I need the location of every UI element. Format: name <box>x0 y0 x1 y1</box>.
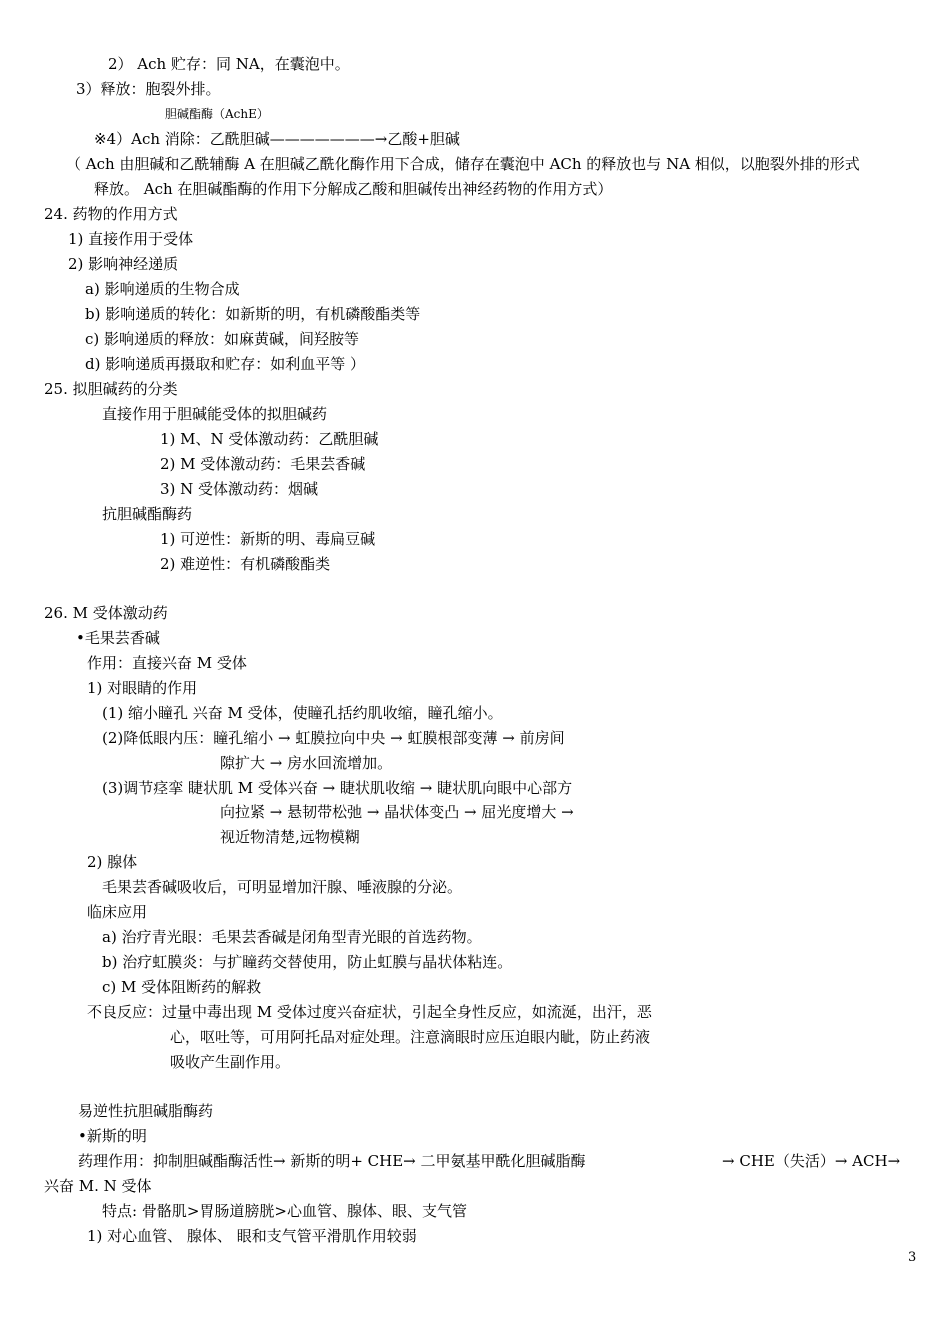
summary-line-2: 释放。 Ach 在胆碱酯酶的作用下分解成乙酸和胆碱传出神经药物的作用方式） <box>94 180 613 198</box>
item-24-1: 1) 直接作用于受体 <box>68 230 194 248</box>
features-line: 特点: 骨骼肌>胃肠道膀胱>心血管、腺体、眼、支气管 <box>102 1202 467 1220</box>
sub-25-direct: 直接作用于胆碱能受体的拟胆碱药 <box>102 405 328 423</box>
drug-neostigmine: •新斯的明 <box>78 1127 147 1145</box>
pharmacology-1b: → CHE（失活）→ ACH→ <box>722 1152 901 1170</box>
adverse-1: 不良反应：过量中毒出现 M 受体过度兴奋症状，引起全身性反应，如流涎，出汗，恶 <box>87 1003 652 1021</box>
storage-line: 2） Ach 贮存：同 NA，在囊泡中。 <box>108 55 350 73</box>
pharmacology-2: 兴奋 M. N 受体 <box>44 1177 152 1195</box>
release-line: 3）释放：胞裂外排。 <box>76 80 221 98</box>
heading-26: 26. M 受体激动药 <box>44 604 168 622</box>
pharmacology-1: 药理作用：抑制胆碱酯酶活性→ 新斯的明+ CHE→ 二甲氨基甲酰化胆碱脂酶 <box>78 1152 586 1170</box>
eye-2a: (2)降低眼内压：瞳孔缩小 → 虹膜拉向中央 → 虹膜根部变薄 → 前房间 <box>102 729 565 747</box>
item-26-1: 1) 对眼睛的作用 <box>87 679 198 697</box>
eye-3b: 向拉紧 → 悬韧带松弛 → 晶状体变凸 → 屈光度增大 → <box>220 803 574 821</box>
eye-2b: 隙扩大 → 房水回流增加。 <box>220 754 393 772</box>
elimination-line: ※4）Ach 消除：乙酰胆碱———————→乙酸+胆碱 <box>94 130 460 148</box>
eye-3a: (3)调节痉挛 睫状肌 M 受体兴奋 → 睫状肌收缩 → 睫状肌向眼中心部方 <box>102 779 573 797</box>
item-24-2: 2) 影响神经递质 <box>68 255 179 273</box>
item-25-d2: 2) M 受体激动药：毛果芸香碱 <box>160 455 366 473</box>
summary-line-1: （ Ach 由胆碱和乙酰辅酶 A 在胆碱乙酰化酶作用下合成，储存在囊泡中 ACh 的释放也与 NA 相似，以胞裂外排的形式 <box>66 155 860 173</box>
item-24-b: b) 影响递质的转化：如新斯的明，有机磷酸酯类等 <box>85 305 421 323</box>
features-1: 1) 对心血管、 腺体、 眼和支气管平滑肌作用较弱 <box>87 1227 417 1245</box>
gland-line: 毛果芸香碱吸收后，可明显增加汗腺、唾液腺的分泌。 <box>102 878 463 896</box>
eye-1: (1) 缩小瞳孔 兴奋 M 受体，使瞳孔括约肌收缩，瞳孔缩小。 <box>102 704 503 722</box>
clinical-c: c) M 受体阻断药的解救 <box>102 978 262 996</box>
clinical-heading: 临床应用 <box>87 903 148 921</box>
reversible-heading: 易逆性抗胆碱脂酶药 <box>78 1102 214 1120</box>
clinical-a: a) 治疗青光眼：毛果芸香碱是闭角型青光眼的首选药物。 <box>102 928 482 946</box>
clinical-b: b) 治疗虹膜炎：与扩瞳药交替使用，防止虹膜与晶状体粘连。 <box>102 953 513 971</box>
sub-25-anti: 抗胆碱酯酶药 <box>102 505 193 523</box>
item-24-c: c) 影响递质的释放：如麻黄碱，间羟胺等 <box>85 330 360 348</box>
item-26-2: 2) 腺体 <box>87 853 138 871</box>
action-line: 作用：直接兴奋 M 受体 <box>87 654 247 672</box>
item-25-a1: 1) 可逆性：新斯的明、毒扁豆碱 <box>160 530 376 548</box>
item-24-a: a) 影响递质的生物合成 <box>85 280 240 298</box>
page-number: 3 <box>908 1250 917 1265</box>
item-25-d1: 1) M、N 受体激动药：乙酰胆碱 <box>160 430 379 448</box>
eye-3c: 视近物清楚,远物模糊 <box>220 828 360 846</box>
heading-25: 25. 拟胆碱药的分类 <box>44 380 178 398</box>
item-24-d: d) 影响递质再摄取和贮存：如利血平等 ） <box>85 355 365 373</box>
adverse-3: 吸收产生副作用。 <box>170 1053 291 1071</box>
item-25-d3: 3) N 受体激动药：烟碱 <box>160 480 319 498</box>
adverse-2: 心，呕吐等，可用阿托品对症处理。注意滴眼时应压迫眼内眦，防止药液 <box>170 1028 651 1046</box>
item-25-a2: 2) 难逆性：有机磷酸酯类 <box>160 555 331 573</box>
drug-pilocarpine: •毛果芸香碱 <box>76 629 160 647</box>
heading-24: 24. 药物的作用方式 <box>44 205 178 223</box>
enzyme-label: 胆碱酯酶（AchE） <box>165 107 269 121</box>
